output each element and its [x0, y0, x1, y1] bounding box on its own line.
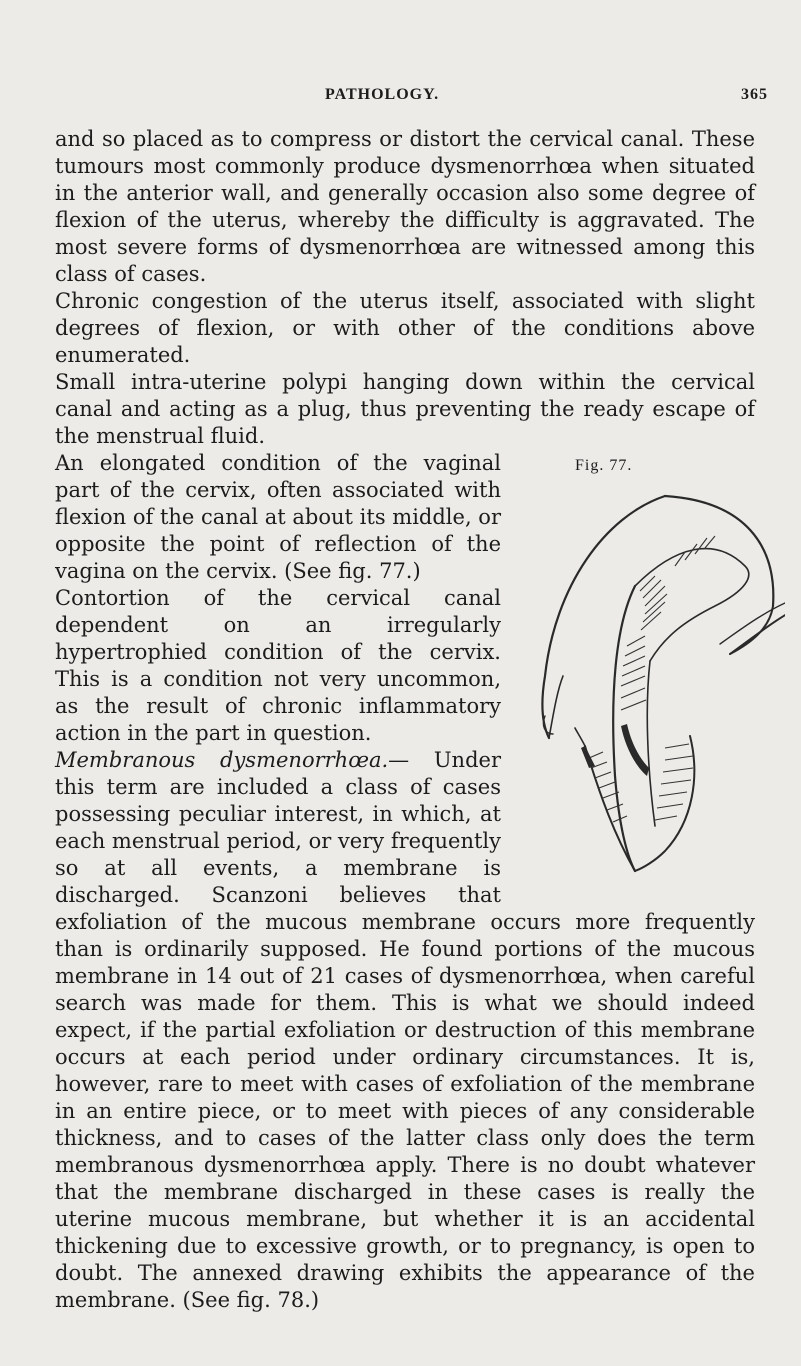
figure-label: Fig. 77.: [575, 457, 633, 474]
page-number: 365: [741, 86, 768, 103]
figure-77: [515, 452, 785, 907]
running-head: [60, 86, 768, 110]
section-heading: Membranous dysmenorrhœa.: [55, 748, 389, 772]
paragraph-1: and so placed as to compress or distort the cervical canal. These tumours most commonly produce dysmenorrhœa when situated in the anterior wall, and generally occasion also some degree of flexion of the uterus, whereby the difficulty is aggravated. The most severe forms of dysmenorrhœa are witnessed among this class of cases.: [55, 127, 755, 286]
paragraph-4: An elongated condition of the vaginal part of the cervix, often associated with flexion of the canal at about its middle, or opposite the point of reflection of the vagina on the cervix. (See fig. 77.): [55, 451, 501, 583]
paragraph-5: Contortion of the cervical canal dependent on an irregularly hypertrophied condition of the cervix. This is a condition not very uncommon, as the result of chronic inflammatory action in the part in question.: [55, 586, 501, 745]
figure-wrap-area: [55, 450, 755, 1314]
paragraph-2: Chronic congestion of the uterus itself, associated with slight degrees of flexion, or with other of the conditions above enumerated.: [55, 289, 755, 367]
running-title: PATHOLOGY.: [325, 86, 440, 103]
body-text: [55, 126, 755, 1314]
paragraph-6-body: — Under this term are included a class of cases possessing peculiar interest, in which, at each menstrual period, or very frequently so at all events, a membrane is discharged. Scanzoni believes that exfoliation of the mucous membrane occurs more frequently than is ordinarily supposed. He found portions of the mucous membrane in 14 out of 21 cases of dysmenorrhœa, when careful search was made for them. This is what we should indeed expect, if the partial exfoliation or destruction of this membrane occurs at each period under ordinary circumstances. It is, however, rare to meet with cases of exfoliation of the membrane in an entire piece, or to meet with pieces of any considerable thickness, and to cases of the latter class only does the term membranous dysmenorrhœa apply. There is no doubt whatever that the membrane discharged in these cases is really the uterine mucous membrane, but whether it is an accidental thickening due to excessive growth, or to pregnancy, is open to doubt. The annexed drawing exhibits the appearance of the membrane. (See fig. 78.): [55, 748, 755, 1312]
paragraph-3: Small intra-uterine polypi hanging down within the cervical canal and acting as a plug, thus preventing the ready escape of the menstrual fluid.: [55, 370, 755, 448]
cervix-illustration: [515, 476, 785, 896]
